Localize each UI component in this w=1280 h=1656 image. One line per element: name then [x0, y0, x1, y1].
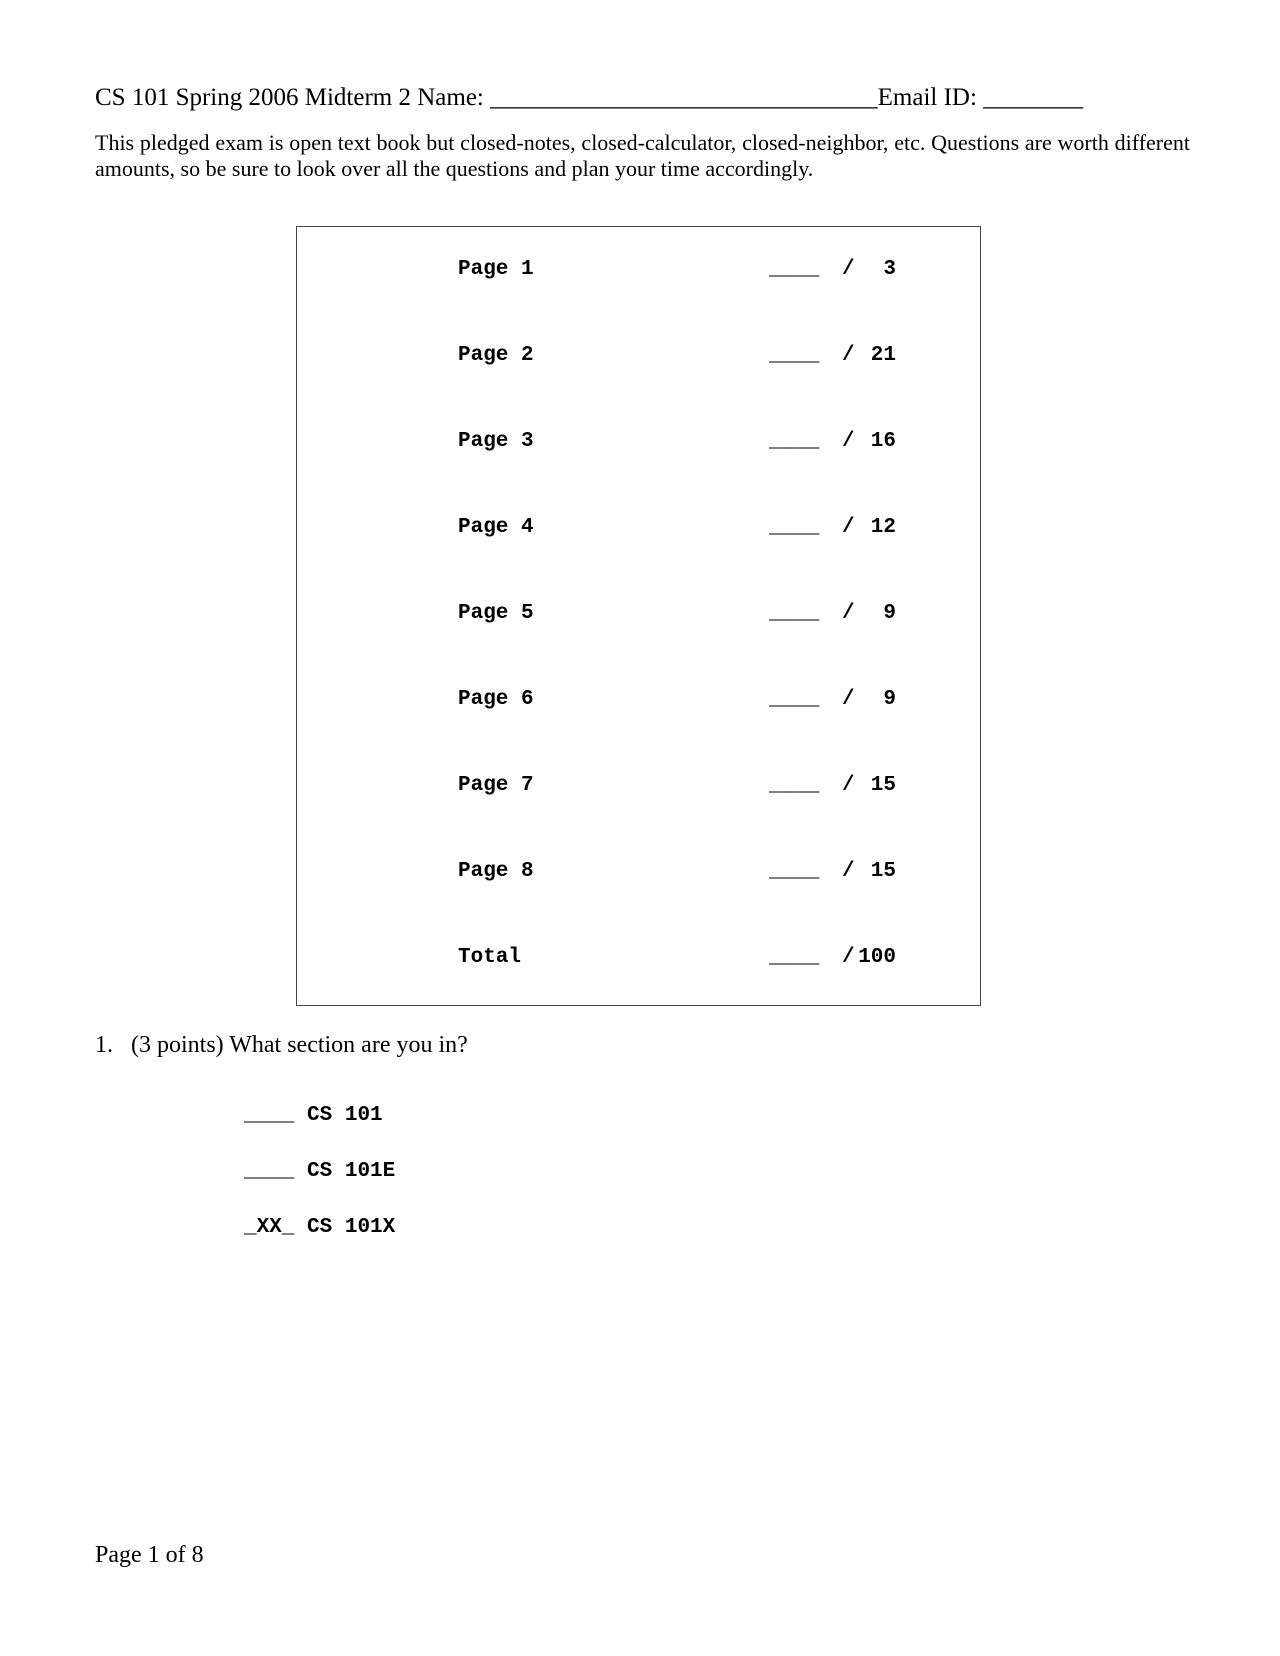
- score-row-slash: /: [842, 946, 855, 969]
- score-row-max: 9: [883, 602, 896, 625]
- score-row-slash: /: [842, 774, 855, 797]
- score-row-label: Page 1: [458, 258, 534, 281]
- score-row-blank[interactable]: ____: [769, 946, 820, 969]
- section-option-mark[interactable]: ____: [244, 1104, 295, 1127]
- score-row-max: 15: [870, 860, 896, 883]
- score-row-max: 3: [883, 258, 896, 281]
- score-row-max: 100: [858, 946, 896, 969]
- score-row-blank[interactable]: ____: [769, 258, 820, 281]
- score-row-blank[interactable]: ____: [769, 430, 820, 453]
- score-row-max: 15: [870, 774, 896, 797]
- score-row-label: Page 2: [458, 344, 534, 367]
- score-row-max: 16: [870, 430, 896, 453]
- score-row-label: Page 4: [458, 516, 534, 539]
- score-row-max: 12: [870, 516, 896, 539]
- section-option-label: CS 101X: [307, 1216, 396, 1239]
- score-row-blank[interactable]: ____: [769, 860, 820, 883]
- section-option-mark[interactable]: ____: [244, 1160, 295, 1183]
- section-option-label: CS 101E: [307, 1160, 396, 1183]
- score-row-blank[interactable]: ____: [769, 516, 820, 539]
- score-row-slash: /: [842, 258, 855, 281]
- section-option[interactable]: [244, 1104, 383, 1127]
- section-option[interactable]: [244, 1160, 395, 1183]
- score-row-blank[interactable]: ____: [769, 688, 820, 711]
- score-row-slash: /: [842, 688, 855, 711]
- score-row-label: Page 7: [458, 774, 534, 797]
- score-row-slash: /: [842, 344, 855, 367]
- exam-instructions: This pledged exam is open text book but closed-notes, closed-calculator, closed-neighbor, etc. Questions are worth different amounts, so be sure to look over all the questions and plan your time accordingly.: [95, 130, 1190, 181]
- score-row-label: Page 6: [458, 688, 534, 711]
- score-row-label: Page 8: [458, 860, 534, 883]
- score-row-blank[interactable]: ____: [769, 602, 820, 625]
- section-option-label: CS 101: [307, 1104, 383, 1127]
- score-row-label: Page 3: [458, 430, 534, 453]
- page-number: Page 1 of 8: [95, 1542, 204, 1568]
- score-row-max: 21: [870, 344, 896, 367]
- section-option[interactable]: [244, 1216, 395, 1239]
- score-row-slash: /: [842, 860, 855, 883]
- score-row-blank[interactable]: ____: [769, 774, 820, 797]
- score-row-slash: /: [842, 516, 855, 539]
- exam-header: CS 101 Spring 2006 Midterm 2 Name: _______________________________Email ID: ________: [95, 84, 1084, 111]
- score-row-slash: /: [842, 602, 855, 625]
- score-row-blank[interactable]: ____: [769, 344, 820, 367]
- section-option-mark[interactable]: _XX_: [244, 1216, 295, 1239]
- score-row-max: 9: [883, 688, 896, 711]
- question-1-prompt: 1. (3 points) What section are you in?: [95, 1032, 468, 1058]
- score-row-label: Total: [458, 946, 522, 969]
- score-row-slash: /: [842, 430, 855, 453]
- score-row-label: Page 5: [458, 602, 534, 625]
